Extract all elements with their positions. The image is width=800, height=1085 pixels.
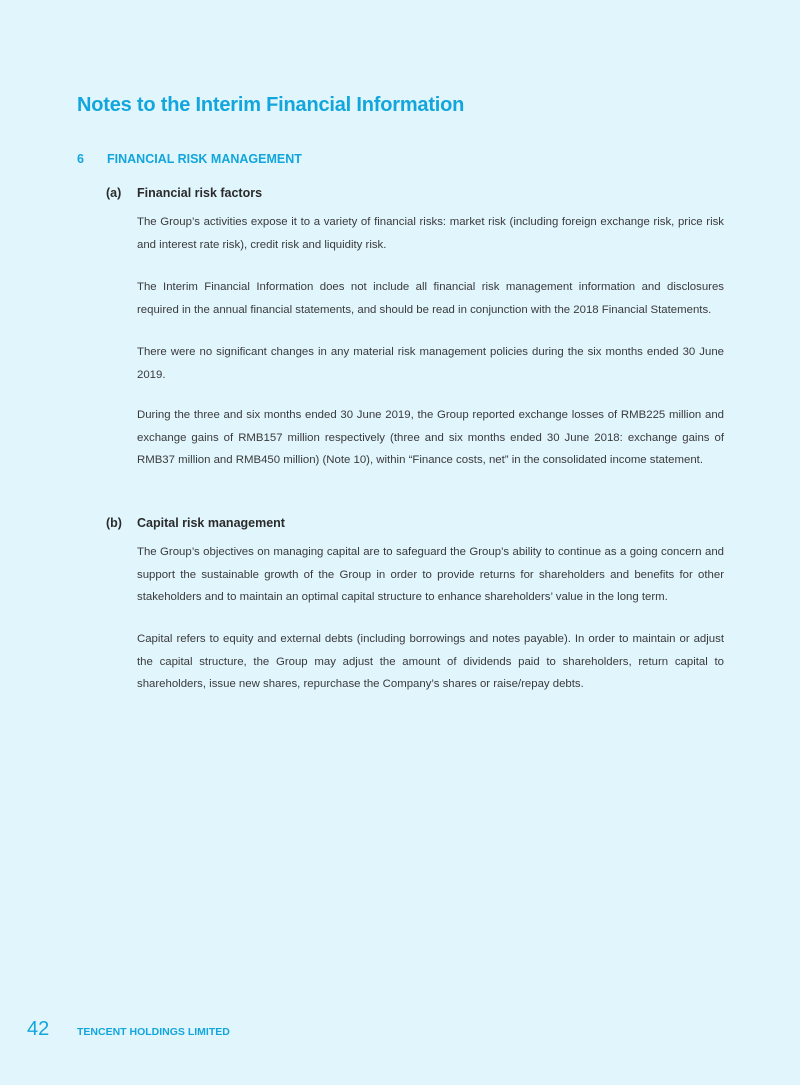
paragraph-a1: The Group’s activities expose it to a variety of financial risks: market risk (including foreign exchange risk, price risk and interest rate risk), credit risk and liquidity risk. [137,216,724,251]
page-title: Notes to the Interim Financial Information [77,94,465,116]
subsection-heading-b [106,516,285,530]
subsection-heading-a [106,186,262,200]
page-number: 42 [27,1018,50,1040]
section-title: FINANCIAL RISK MANAGEMENT [107,152,302,166]
section-heading [77,152,302,166]
paragraph-a2: The Interim Financial Information does not include all financial risk management information and disclosures required in the annual financial statements, and should be read in conjunction with the 2018 Financial Statements. [137,281,724,316]
subsection-title-b: Capital risk management [137,516,285,530]
paragraph-b2: Capital refers to equity and external debts (including borrowings and notes payable). In order to maintain or adjust the capital structure, the Group may adjust the amount of dividends paid to shareholders, return capital to shareholders, issue new shares, repurchase the Company’s shares or raise/repay debts. [137,633,724,691]
paragraph-a4: During the three and six months ended 30 June 2019, the Group reported exchange losses of RMB225 million and exchange gains of RMB157 million respectively (three and six months ended 30 June 2018: exchange gains of RMB37 million and RMB450 million) (Note 10), within “Finance costs, net” in the consolidated income statement. [137,409,724,467]
subsection-letter-b: (b) [106,516,122,530]
paragraph-a3: There were no significant changes in any material risk management policies during the six months ended 30 June 2019. [137,346,724,381]
footer-company-name: TENCENT HOLDINGS LIMITED [77,1026,230,1038]
subsection-title-a: Financial risk factors [137,186,263,200]
paragraph-b1: The Group’s objectives on managing capital are to safeguard the Group’s ability to continue as a going concern and support the sustainable growth of the Group in order to provide returns for shareholders and benefits for other stakeholders and to maintain an optimal capital structure to enhance shareholders’ value in the long term. [137,546,724,604]
section-number: 6 [77,152,84,166]
subsection-letter-a: (a) [106,186,122,200]
